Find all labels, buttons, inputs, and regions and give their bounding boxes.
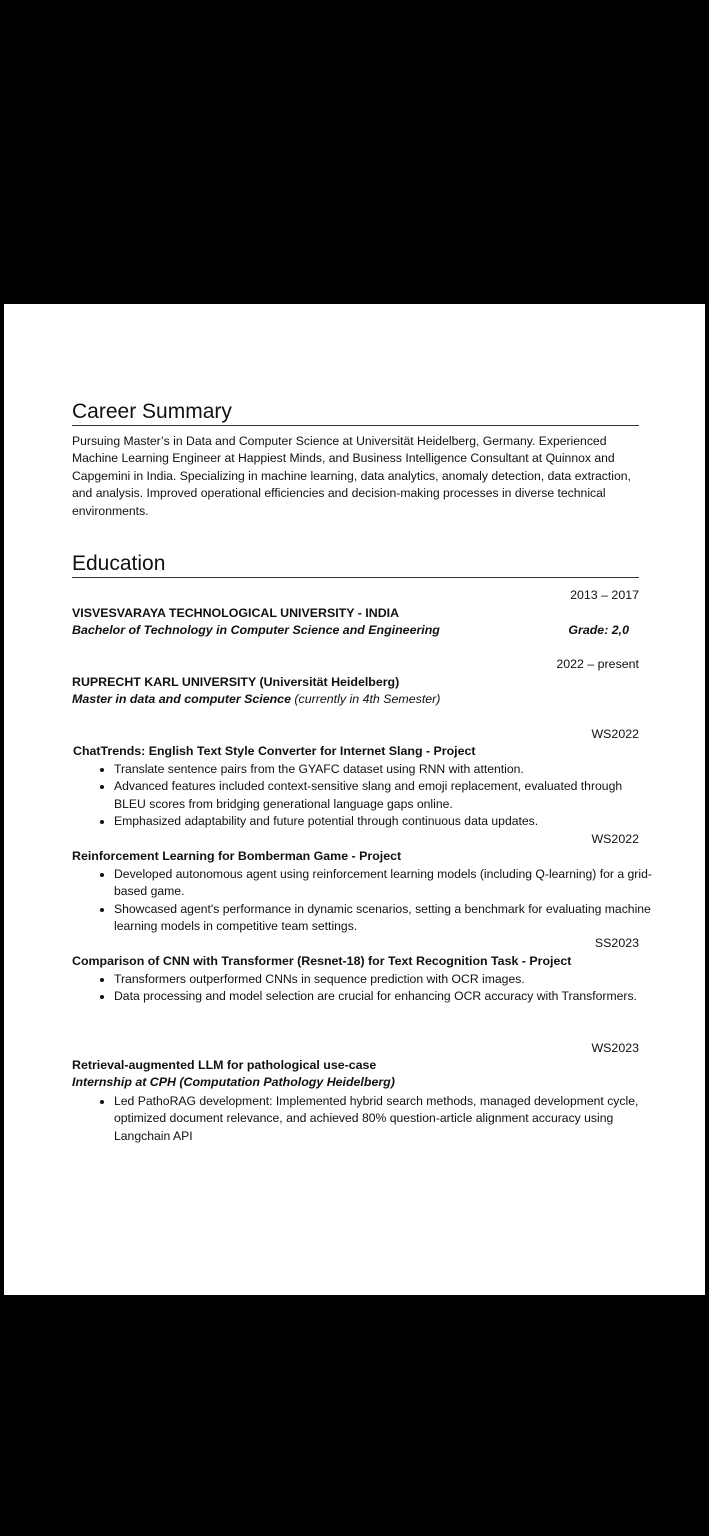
education-date-1: 2013 – 2017 xyxy=(570,588,639,602)
project-3-date: SS2023 xyxy=(594,936,639,950)
education-degree-2 xyxy=(72,692,440,706)
career-summary-text: Pursuing Master’s in Data and Computer Science at Universität Heidelberg, Germany. Experienced Machine Learning Engineer at Happiest Minds, and Business Intelligence Consultant at Quinnox and Capgemini in India. Specializing in machine learning, data analytics, anomaly detection, data extraction, and analysis. Improved operational efficiencies and decision-making processes in diverse technical environments. xyxy=(72,434,631,518)
list-item: • Advanced features included context-sensitive slang and emoji replacement, evaluated through BLEU scores from bridging generational language gaps online. xyxy=(114,778,654,813)
project-4-subtitle: Internship at CPH (Computation Pathology Heidelberg) xyxy=(72,1075,395,1089)
project-1-title: ChatTrends: English Text Style Converter for Internet Slang - Project xyxy=(73,744,476,758)
career-summary-heading: Career Summary xyxy=(72,400,639,426)
project-2-date: WS2022 xyxy=(591,832,639,846)
project-4-title: Retrieval-augmented LLM for pathological use-case xyxy=(72,1058,377,1072)
education-grade-1: Grade: 2,0 xyxy=(568,623,629,637)
education-institution-1: VISVESVARAYA TECHNOLOGICAL UNIVERSITY - INDIA xyxy=(72,606,400,620)
education-date-2: 2022 – present xyxy=(556,657,639,671)
list-item: • Transformers outperformed CNNs in sequence prediction with OCR images. xyxy=(114,971,654,988)
project-1-bullets xyxy=(92,761,654,831)
project-4-date: WS2023 xyxy=(591,1041,639,1055)
education-degree-2-title: Master in data and computer Science xyxy=(72,692,291,706)
education-institution-2: RUPRECHT KARL UNIVERSITY (Universität Heidelberg) xyxy=(72,675,400,689)
list-item: • Data processing and model selection are crucial for enhancing OCR accuracy with Transformers. xyxy=(114,988,654,1005)
education-degree-2-note: (currently in 4th Semester) xyxy=(294,692,441,706)
resume-page xyxy=(4,304,705,1295)
project-3-title: Comparison of CNN with Transformer (Resnet-18) for Text Recognition Task - Project xyxy=(72,954,572,968)
project-3-bullets xyxy=(92,971,654,1006)
list-item: • Developed autonomous agent using reinforcement learning models (including Q-learning) for a grid-based game. xyxy=(114,866,654,901)
list-item: • Showcased agent's performance in dynamic scenarios, setting a benchmark for evaluating machine learning models in competitive team settings. xyxy=(114,901,654,936)
project-4-bullets xyxy=(92,1093,654,1145)
list-item: • Led PathoRAG development: Implemented hybrid search methods, managed development cycle, optimized document relevance, and achieved 80% question-article alignment accuracy using Langchain API xyxy=(114,1093,654,1145)
education-heading: Education xyxy=(72,552,639,578)
project-2-bullets xyxy=(92,866,654,936)
list-item: • Emphasized adaptability and future potential through continuous data updates. xyxy=(114,813,654,830)
project-2-title: Reinforcement Learning for Bomberman Game - Project xyxy=(72,849,402,863)
project-1-date: WS2022 xyxy=(591,727,639,741)
education-degree-1: Bachelor of Technology in Computer Science and Engineering xyxy=(72,623,440,637)
list-item: • Translate sentence pairs from the GYAFC dataset using RNN with attention. xyxy=(114,761,654,778)
